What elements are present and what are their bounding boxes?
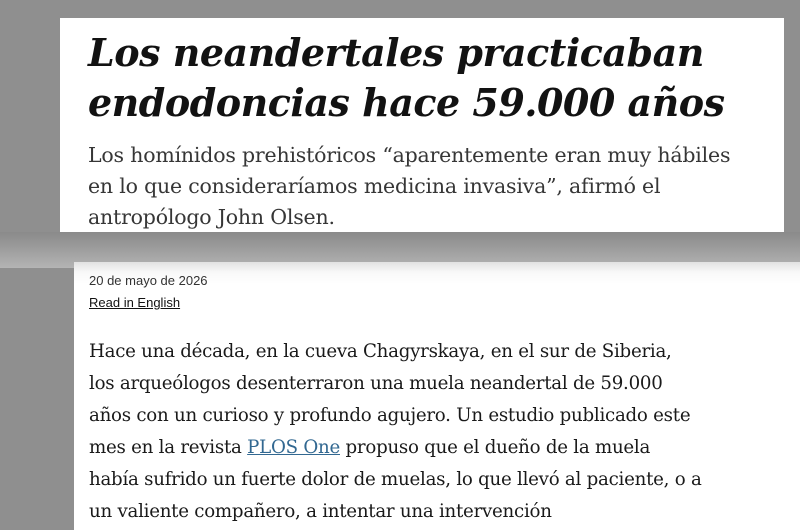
summary-line: Los homínidos prehistóricos “aparentemente eran muy hábiles bbox=[88, 143, 731, 167]
publication-date: 20 de mayo de 2026 bbox=[89, 273, 208, 288]
summary-line: en lo que consideraríamos medicina invasiva”, afirmó el bbox=[88, 174, 661, 198]
body-line: años con un curioso y profundo agujero. Un estudio publicado este bbox=[89, 405, 691, 426]
headline-line: Los neandertales practicaban bbox=[88, 30, 704, 75]
headline bbox=[88, 28, 764, 128]
article-summary bbox=[88, 140, 764, 232]
article-header-panel bbox=[60, 18, 784, 232]
summary-line: antropólogo John Olsen. bbox=[88, 205, 335, 229]
body-line: propuso que el dueño de la muela bbox=[340, 437, 651, 458]
body-line: un valiente compañero, a intentar una intervención bbox=[89, 501, 552, 522]
article-body-panel bbox=[74, 262, 800, 530]
body-line: había sufrido un fuerte dolor de muelas, lo que llevó al paciente, o a bbox=[89, 469, 702, 490]
article-body-paragraph bbox=[89, 336, 786, 528]
body-line: mes en la revista bbox=[89, 437, 248, 458]
plos-one-link[interactable]: PLOS One bbox=[247, 437, 340, 458]
headline-line: endodoncias hace 59.000 años bbox=[88, 80, 725, 125]
read-in-english-link[interactable]: Read in English bbox=[89, 295, 181, 310]
body-line: Hace una década, en la cueva Chagyrskaya, en el sur de Siberia, bbox=[89, 341, 672, 362]
body-line: los arqueólogos desenterraron una muela neandertal de 59.000 bbox=[89, 373, 663, 394]
